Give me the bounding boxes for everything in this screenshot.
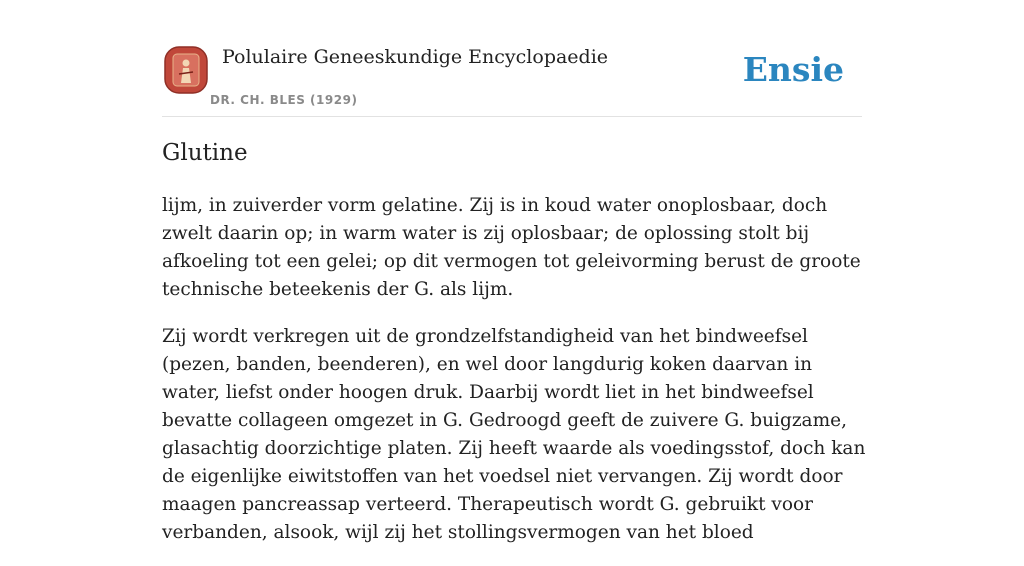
book-title[interactable]: Polulaire Geneeskundige Encyclopaedie — [222, 46, 609, 68]
ensie-logo-link[interactable]: Ensie — [742, 50, 844, 89]
article-body — [162, 192, 868, 566]
article-title: Glutine — [162, 140, 248, 166]
header — [162, 40, 862, 117]
book-cover-icon[interactable] — [164, 46, 208, 94]
article-paragraph: lijm, in zuiverder vorm gelatine. Zij is in koud water onoplosbaar, doch zwelt daarin op; in warm water is zij oplosbaar; de oplossing stolt bij afkoeling tot een gelei; op dit vermogen tot geleivorming berust de groote technische beteekenis der G. als lijm. — [162, 195, 861, 300]
author-label: DR. CH. BLES (1929) — [210, 93, 358, 107]
article-paragraph: Zij wordt verkregen uit de grondzelfstandigheid van het bindweefsel (pezen, banden, beenderen), en wel door langdurig koken daarvan in water, liefst onder hoogen druk. Daarbij wordt liet in het bindweefsel bevatte collageen omgezet in G. Gedroogd geeft de zuivere G. buigzame, glasachtig doorzichtige platen. Zij heeft waarde als voedingsstof, doch kan de eigenlijke eiwitstoffen van het voedsel niet vervangen. Zij wordt door maagen pancreassap verteerd. Therapeutisch wordt G. gebruikt voor verbanden, alsook, wijl zij het stollingsvermogen van het bloed — [162, 326, 866, 543]
